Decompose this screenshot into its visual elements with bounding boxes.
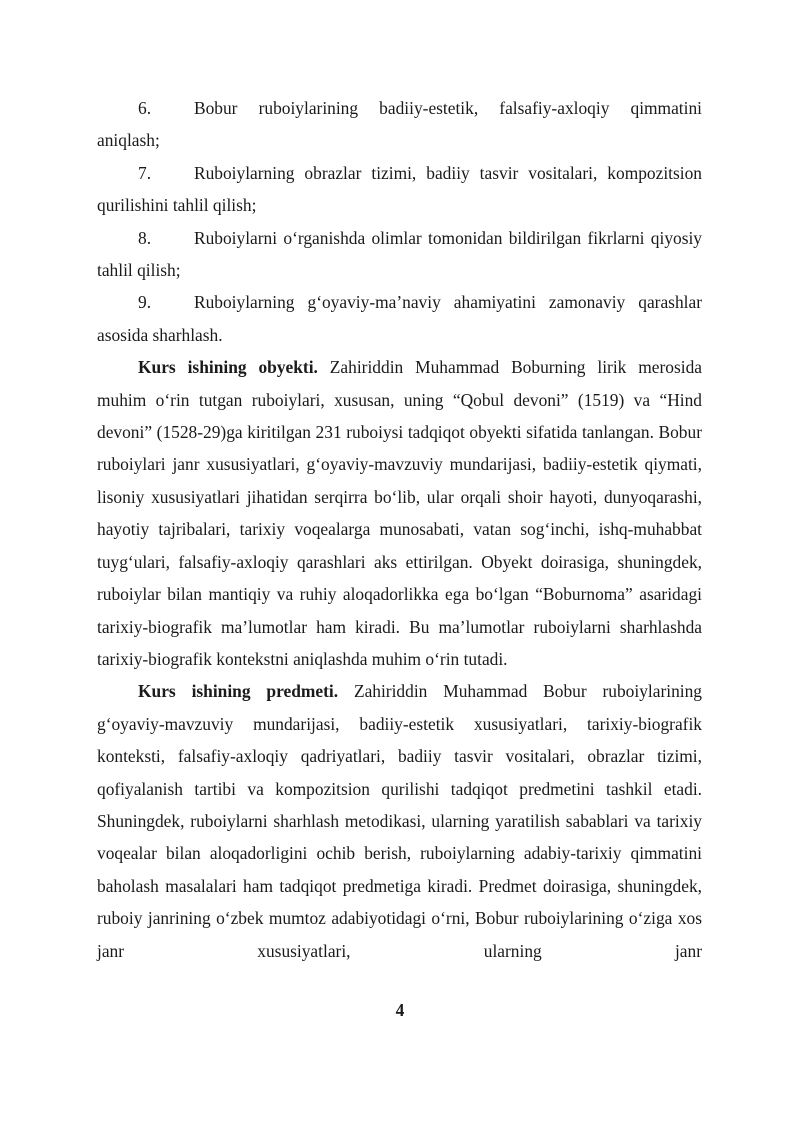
list-number: 7. xyxy=(138,162,152,183)
subject-heading: Kurs ishining predmeti. xyxy=(138,681,339,702)
list-item-text: Ruboiylarni o‘rganishda olimlar tomonidan bildirilgan fikrlarni qiyosiy tahlil qilish; xyxy=(97,227,702,281)
subject-text: Zahiriddin Muhammad Bobur ruboiylarining g‘oyaviy-mavzuviy mundarijasi, badiiy-estetik xususiyatlari, tarixiy-biografik konteksti, falsafiy-axloqiy qadriyatlari, badiiy tasvir vositalari, obrazlar tizimi, qofiyalanish tartibi va kompozitsion qurilishi tadqiqot predmetini tashkil etadi. Shuningdek, ruboiylarni sharhlash metodikasi, ularning yaratilish sabablari va tarixiy voqealar bilan aloqadorligini ochib berish, ruboiylarning adabiy-tarixiy qimmatini baholash masalalari ham tadqiqot predmetiga kiradi. Predmet doirasiga, shuningdek, ruboiy janrining o‘zbek mumtoz adabiyotidagi o‘rni, Bobur ruboiylarining o‘ziga xos janr xususiyatlari, ularning janr xyxy=(97,681,702,961)
object-paragraph xyxy=(97,351,702,675)
list-item-text: Ruboiylarning g‘oyaviy-ma’naviy ahamiyatini zamonaviy qarashlar asosida sharhlash. xyxy=(97,292,702,345)
object-heading: Kurs ishining obyekti. xyxy=(138,357,318,378)
list-number: 6. xyxy=(138,98,152,118)
subject-paragraph xyxy=(97,675,702,967)
list-number: 9. xyxy=(138,292,152,313)
page-number: 4 xyxy=(395,1000,405,1020)
object-text: Zahiriddin Muhammad Boburning lirik merosida muhim o‘rin tutgan ruboiylari, xususan, uning “Qobul devoni” (1519) va “Hind devoni” (1528-29)ga kiritilgan 231 ruboiysi tadqiqot obyekti sifatida tanlangan. Bobur ruboiylari janr xususiyatlari, g‘oyaviy-mavzuviy mundarijasi, badiiy-estetik qiymati, lisoniy xususiyatlari jihatidan serqirra bo‘lib, ular orqali shoir hayoti, dunyoqarashi, hayotiy tajribalari, tarixiy voqealarga munosabati, vatan sog‘inchi, ishq-muhabbat tuyg‘ulari, falsafiy-axloqiy qarashlari aks ettirilgan. Obyekt doirasiga, shuningdek, ruboiylar bilan mantiqiy va ruhiy aloqadorlikka ega bo‘lgan “Boburnoma” asaridagi tarixiy-biografik ma’lumotlar ham kiradi. Bu ma’lumotlar ruboiylarni sharhlashda tarixiy-biografik kontekstni aniqlashda muhim o‘rin tutadi. xyxy=(97,357,703,669)
list-item-text: Bobur ruboiylarining badiiy-estetik, falsafiy-axloqiy qimmatini aniqlash; xyxy=(97,98,702,151)
list-item-6 xyxy=(97,92,702,157)
list-item-8 xyxy=(97,222,702,287)
list-item-text: Ruboiylarning obrazlar tizimi, badiiy tasvir vositalari, kompozitsion qurilishini tahlil qilish; xyxy=(97,162,702,216)
list-item-7 xyxy=(97,157,702,222)
list-item-9 xyxy=(97,286,702,351)
list-number: 8. xyxy=(138,227,152,248)
document-body xyxy=(97,92,702,967)
